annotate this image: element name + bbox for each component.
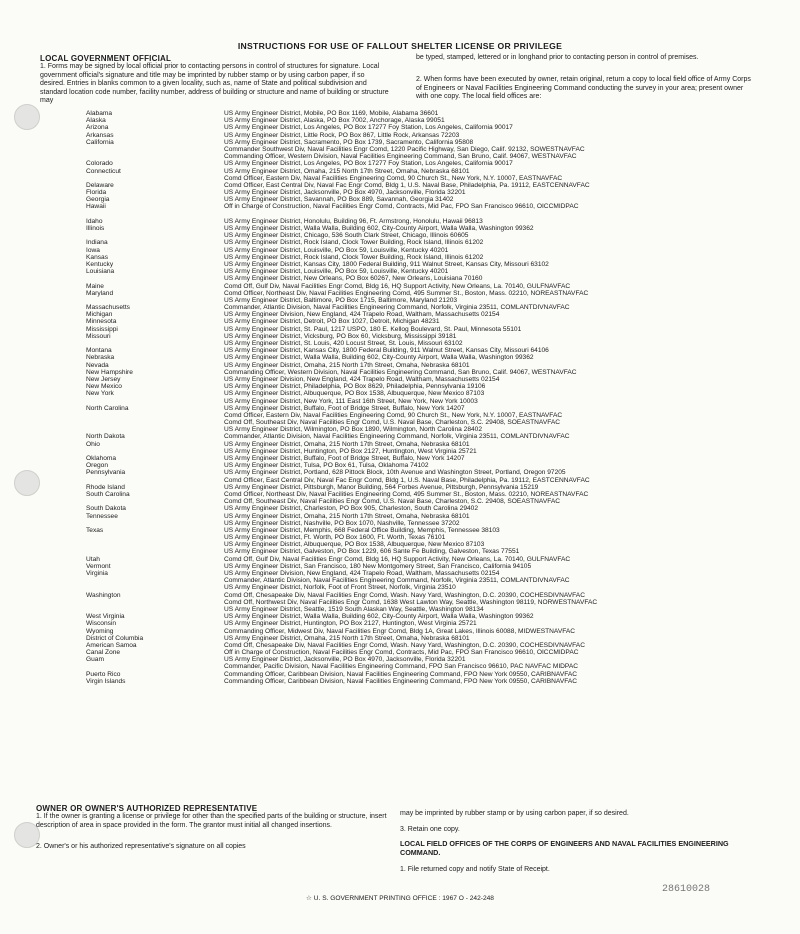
field-office-address: Commanding Officer, Caribbean Division, Naval Facilities Engineering Command, FPO New York 09550, CARIBNAVFAC <box>224 670 578 678</box>
state-name: Montana <box>86 347 112 355</box>
field-office-row <box>86 405 776 412</box>
field-office-row <box>86 412 776 419</box>
field-office-address: US Army Engineer District, Tulsa, PO Box 61, Tulsa, Oklahoma 74102 <box>224 462 429 470</box>
state-name: Tennessee <box>86 512 118 520</box>
field-office-row <box>86 326 776 333</box>
state-name: Florida <box>86 189 107 197</box>
field-office-address: US Army Engineer District, Galveston, PO Box 1229, 606 Sante Fe Building, Galveston, Texas 77551 <box>224 548 520 556</box>
field-office-address: Comd Officer, Eastern Div, Naval Facilities Engineering Comd, 90 Church St., New York, N.Y. 10007, EASTNAVFAC <box>224 411 563 419</box>
state-name <box>86 412 224 419</box>
field-office-address: Comd Officer, East Central Div, Naval Fac Engr Comd, Bldg 1, U.S. Naval Base, Philadelphia, Pa. 19112, EASTCENNAVFAC <box>224 181 590 189</box>
field-office-address: US Army Engineer District, Omaha, 215 North 17th Street, Omaha, Nebraska 68101 <box>224 512 470 520</box>
field-office-row <box>86 556 776 563</box>
state-name: Vermont <box>86 562 111 570</box>
field-office-row <box>86 232 776 239</box>
state-name: Connecticut <box>86 167 121 175</box>
field-office-address: US Army Engineer District, Huntington, PO Box 2127, Huntington, West Virginia 25721 <box>224 447 477 455</box>
field-office-row <box>86 362 776 369</box>
state-name <box>86 232 224 239</box>
field-office-row <box>86 484 776 491</box>
state-name: Kansas <box>86 253 108 261</box>
state-name: New Jersey <box>86 375 121 383</box>
state-name: Mississippi <box>86 325 118 333</box>
field-office-address: US Army Engineer District, Honolulu, Building 96, Ft. Armstrong, Honolulu, Hawaii 96813 <box>224 217 483 225</box>
field-office-row <box>86 398 776 405</box>
document-title: INSTRUCTIONS FOR USE OF FALLOUT SHELTER LICENSE OR PRIVILEGE <box>237 41 563 51</box>
state-name: Oklahoma <box>86 455 117 462</box>
state-name <box>86 577 224 584</box>
state-name <box>86 606 224 613</box>
state-name: Utah <box>86 555 100 563</box>
field-office-address: US Army Engineer District, Seattle, 1519 South Alaskan Way, Seattle, Washington 98134 <box>224 605 484 613</box>
field-office-address: US Army Engineer District, Jacksonville, PO Box 4970, Jacksonville, Florida 32201 <box>224 189 466 197</box>
field-office-address: US Army Engineer District, Detroit, PO Box 1027, Detroit, Michigan 48231 <box>224 318 440 326</box>
field-office-address: US Army Engineer District, Omaha, 215 North 17th Street, Omaha, Nebraska 68101 <box>224 440 470 448</box>
state-name: New Mexico <box>86 383 122 391</box>
state-name: District of Columbia <box>86 634 144 642</box>
field-office-row <box>86 318 776 325</box>
state-name <box>86 534 224 541</box>
state-name: Maine <box>86 282 104 290</box>
field-office-row <box>86 448 776 455</box>
owner-heading: OWNER OR OWNER'S AUTHORIZED REPRESENTATIVE <box>36 804 258 813</box>
field-office-row <box>86 477 776 484</box>
field-office-address <box>224 211 776 218</box>
field-office-address: US Army Engineer District, Philadelphia, PO Box 8629, Philadelphia, Pennsylvania 19106 <box>224 383 486 391</box>
field-office-row <box>86 153 776 160</box>
field-office-address: US Army Engineer District, Rock Island, Clock Tower Building, Rock Island, Illinois 61202 <box>224 253 484 261</box>
field-office-row <box>86 218 776 225</box>
field-office-address: Commanding Officer, Caribbean Division, Naval Facilities Engineering Command, FPO New York 09550, CARIBNAVFAC <box>224 677 578 685</box>
field-office-row <box>86 663 776 670</box>
local-field-offices-heading: LOCAL FIELD OFFICES OF THE CORPS OF ENGINEERS AND NAVAL FACILITIES ENGINEERING COMMAND. <box>400 839 729 857</box>
state-name <box>86 275 224 282</box>
field-office-row <box>86 469 776 476</box>
state-name <box>86 584 224 591</box>
state-name <box>86 599 224 606</box>
local-field-paragraph-1: 1. File returned copy and notify State of Receipt. <box>400 866 550 873</box>
state-name: Kentucky <box>86 260 114 268</box>
field-office-address: Comd Off, Chesapeake Div, Naval Facilities Engr Comd, Wash. Navy Yard, Washington, D.C. 20390, COCHESDIVNAVFAC <box>224 591 585 599</box>
field-office-address: US Army Engineer District, Pittsburgh, Manor Building, 564 Forbes Avenue, Pittsburgh, Pennsylvania 15219 <box>224 483 539 491</box>
field-office-row <box>86 671 776 678</box>
state-name: Maryland <box>86 289 114 297</box>
field-office-row <box>86 175 776 182</box>
field-office-row <box>86 203 776 210</box>
field-office-row <box>86 433 776 440</box>
state-name: Minnesota <box>86 318 117 326</box>
field-office-address: US Army Engineer District, Walla Walla, Building 602, City-County Airport, Walla Walla, Washington 99362 <box>224 225 534 232</box>
field-office-row <box>86 254 776 261</box>
field-office-row <box>86 584 776 591</box>
state-name: Delaware <box>86 181 114 189</box>
field-office-address: US Army Engineer District, Nashville, PO Box 1070, Nashville, Tennessee 37202 <box>224 519 460 527</box>
state-name: Alaska <box>86 117 106 125</box>
state-name: Indiana <box>86 239 108 247</box>
state-name: Pennsylvania <box>86 469 126 477</box>
field-office-row <box>86 570 776 577</box>
field-office-row <box>86 340 776 347</box>
field-office-row <box>86 211 776 218</box>
field-office-address: Comd Off, Southeast Div, Naval Facilities Engr Comd, U.S. Naval Base, Charleston, S.C. 29408, SOEASTNAVFAC <box>224 419 561 427</box>
state-name <box>86 175 224 182</box>
field-office-address: US Army Engineer District, Norfolk, Foot of Front Street, Norfolk, Virginia 23510 <box>224 584 456 592</box>
field-office-row <box>86 333 776 340</box>
state-name: Wyoming <box>86 627 114 635</box>
field-office-row <box>86 620 776 627</box>
field-office-row <box>86 247 776 254</box>
field-office-row <box>86 182 776 189</box>
field-office-row <box>86 513 776 520</box>
state-name <box>86 398 224 405</box>
field-office-row <box>86 527 776 534</box>
field-office-address: US Army Engineer District, Savannah, PO Box 889, Savannah, Georgia 31402 <box>224 196 454 204</box>
field-office-row <box>86 268 776 275</box>
field-office-row <box>86 498 776 505</box>
local-official-paragraph-1: 1. Forms may be signed by local official prior to contacting persons in control of structures for signature. Local government official's signature and title may be imprinted by rubber stamp or by using carbon paper, if so desired. Entries in blanks common to a given locality, such as, name of State and political subdivision and standard location code number, facility number, address of building or structure and name of building or structure may <box>40 63 389 105</box>
state-name: North Carolina <box>86 404 129 412</box>
field-office-address: Comd Off, Northwest Div, Naval Facilities Engr Comd, 1638 West Lawton Way, Seattle, Washington 98119, NORWESTNAVFAC <box>224 598 598 606</box>
field-office-address: Comd Off, Gulf Div, Naval Facilities Engr Comd, Bldg 16, HQ Support Activity, New Orleans, La. 70140, GULFNAVFAC <box>224 555 571 563</box>
field-office-address: US Army Engineer District, Little Rock, PO Box 867, Little Rock, Arkansas 72203 <box>224 131 460 139</box>
field-office-row <box>86 376 776 383</box>
local-official-paragraph-2: 2. When forms have been executed by owner, retain original, return a copy to local field office of Army Corps of Engineers or Naval Facilities Engineering Command conducting the survey in your area; present owner with one copy. The local field offices are: <box>416 76 751 101</box>
field-office-address: US Army Engineer District, Omaha, 215 North 17th Street, Omaha, Nebraska 68101 <box>224 361 470 369</box>
field-office-row <box>86 283 776 290</box>
field-office-row <box>86 168 776 175</box>
field-office-row <box>86 599 776 606</box>
local-official-paragraph-1-continued: be typed, stamped, lettered or in longhand prior to contacting person in control of premises. <box>416 54 699 61</box>
field-office-address: US Army Engineer District, Los Angeles, PO Box 17277 Foy Station, Los Angeles, California 90017 <box>224 124 513 132</box>
state-name <box>86 146 224 153</box>
field-office-row <box>86 160 776 167</box>
field-office-address: Commander, Atlantic Division, Naval Facilities Engineering Command, Norfolk, Virginia 23511, COMLANTDIVNAVFAC <box>224 433 570 441</box>
state-name: Puerto Rico <box>86 670 121 678</box>
field-office-row <box>86 635 776 642</box>
field-office-row <box>86 541 776 548</box>
field-office-row <box>86 548 776 555</box>
state-name: West Virginia <box>86 613 125 621</box>
field-office-address: Commander, Pacific Division, Naval Facilities Engineering Command, FPO San Francisco 96610, PAC NAVFAC MIDPAC <box>224 663 578 671</box>
field-office-address: US Army Engineer District, Jacksonville, PO Box 4970, Jacksonville, Florida 32201 <box>224 656 466 664</box>
field-office-address: US Army Engineer District, Chicago, 536 South Clark Street, Chicago, Illinois 60605 <box>224 232 469 240</box>
field-office-address: US Army Engineer District, Rock Island, Clock Tower Building, Rock Island, Illinois 61202 <box>224 239 484 247</box>
state-name <box>86 477 224 484</box>
state-name: Nevada <box>86 361 109 369</box>
state-name: South Dakota <box>86 505 126 513</box>
field-office-row <box>86 261 776 268</box>
state-name <box>86 498 224 505</box>
field-office-address: US Army Engineer District, New York, 111 East 16th Street, New York, New York 10003 <box>224 397 478 405</box>
field-office-row <box>86 239 776 246</box>
field-office-address: US Army Engineer District, Albuquerque, PO Box 1538, Albuquerque, New Mexico 87103 <box>224 541 485 549</box>
state-name: Colorado <box>86 160 113 168</box>
state-name: South Carolina <box>86 490 130 498</box>
state-name: Idaho <box>86 217 103 225</box>
field-office-address: Comd Off, Gulf Div, Naval Facilities Engr Comd, Bldg 16, HQ Support Activity, New Orleans, La. 70140, GULFNAVFAC <box>224 282 571 290</box>
field-office-row <box>86 275 776 282</box>
field-office-row <box>86 369 776 376</box>
field-office-address: Commander Southwest Div, Naval Facilities Engr Comd, 1220 Pacific Highway, San Diego, Calif. 92132, SOWESTNAVFAC <box>224 145 585 153</box>
field-office-address: US Army Engineer District, San Francisco, 180 New Montgomery Street, San Francisco, California 94105 <box>224 562 532 570</box>
field-office-row <box>86 304 776 311</box>
field-office-address: US Army Engineer District, Omaha, 215 North 17th Street, Omaha, Nebraska 68101 <box>224 634 470 642</box>
field-office-address: US Army Engineer District, Los Angeles, PO Box 17277 Foy Station, Los Angeles, California 90017 <box>224 160 513 168</box>
state-name: Michigan <box>86 311 113 319</box>
field-office-row <box>86 491 776 498</box>
state-name <box>86 663 224 670</box>
field-office-row <box>86 311 776 318</box>
field-office-row <box>86 577 776 584</box>
state-name: Alabama <box>86 110 113 117</box>
field-office-address: Commanding Officer, Western Division, Naval Facilities Engineering Command, San Bruno, Calif. 94067, WESTNAVFAC <box>224 368 577 376</box>
state-name <box>86 419 224 426</box>
state-name: Wisconsin <box>86 620 117 628</box>
state-name: Georgia <box>86 196 110 204</box>
field-office-address: US Army Engineer District, Ft. Worth, PO Box 1600, Ft. Worth, Texas 76101 <box>224 534 446 542</box>
field-office-row <box>86 124 776 131</box>
state-name: New Hampshire <box>86 368 133 376</box>
field-office-row <box>86 146 776 153</box>
field-office-address: Off in Charge of Construction, Naval Facilities Engr Comd, Contracts, Mid Pac, FPO San Francisco 96610, OICCMIDPAC <box>224 203 579 211</box>
state-name: Nebraska <box>86 354 115 362</box>
state-name: Hawaii <box>86 203 106 211</box>
field-office-row <box>86 592 776 599</box>
field-office-address: US Army Engineer District, Buffalo, Foot of Bridge Street, Buffalo, New York 14207 <box>224 404 465 412</box>
field-office-row <box>86 297 776 304</box>
field-office-address: US Army Engineer District, Kansas City, 1800 Federal Building, 911 Walnut Street, Kansas City, Missouri 63102 <box>224 260 549 268</box>
field-office-row <box>86 505 776 512</box>
state-name <box>86 153 224 160</box>
field-office-address: US Army Engineer Division, New England, 424 Trapelo Road, Waltham, Massachusetts 02154 <box>224 375 500 383</box>
field-office-address: Comd Officer, Northeast Div, Naval Facilities Engineering Comd, 495 Summer St., Boston, Mass. 02210, NOREASTNAVFAC <box>224 289 589 297</box>
state-name <box>86 448 224 455</box>
field-office-row <box>86 383 776 390</box>
field-office-address: US Army Engineer District, Wilmington, PO Box 1890, Wilmington, North Carolina 28402 <box>224 426 482 434</box>
field-office-address: US Army Engineer District, Portland, 628 Pittock Block, 10th Avenue and Washington Street, Portland, Oregon 97205 <box>224 469 566 477</box>
state-name: North Dakota <box>86 433 125 441</box>
field-office-row <box>86 606 776 613</box>
state-name: California <box>86 138 114 146</box>
punch-hole <box>14 470 40 496</box>
field-office-row <box>86 110 776 117</box>
state-name: Arizona <box>86 124 109 132</box>
field-office-row <box>86 455 776 462</box>
field-office-address: US Army Engineer District, Buffalo, Foot of Bridge Street, Buffalo, New York 14207 <box>224 455 465 462</box>
state-name: Rhode Island <box>86 483 125 491</box>
owner-paragraph-1: 1. If the owner is granting a license or privilege for other than the specified parts of the building or structure, insert description of area in space provided in the form. The grantor must initial all changed insertions. <box>36 813 387 829</box>
local-official-heading: LOCAL GOVERNMENT OFFICIAL <box>40 54 172 63</box>
field-office-row <box>86 419 776 426</box>
field-office-address: US Army Engineer District, Baltimore, PO Box 1715, Baltimore, Maryland 21203 <box>224 296 458 304</box>
field-office-row <box>86 628 776 635</box>
state-name: American Samoa <box>86 641 137 649</box>
field-office-row <box>86 649 776 656</box>
printing-office-footer: ☆ U. S. GOVERNMENT PRINTING OFFICE : 1967 O - 242-248 <box>306 895 494 902</box>
field-office-address: Comd Off, Chesapeake Div, Naval Facilities Engr Comd, Wash. Navy Yard, Washington, D.C. 20390, COCHESDIVNAVFAC <box>224 641 585 649</box>
field-office-row <box>86 613 776 620</box>
field-office-address: US Army Engineer Division, New England, 424 Trapelo Road, Waltham, Massachusetts 02154 <box>224 311 500 319</box>
field-office-address: US Army Engineer District, Charleston, PO Box 905, Charleston, South Carolina 29402 <box>224 505 478 513</box>
field-office-address: US Army Engineer District, New Orleans, PO Box 60267, New Orleans, Louisiana 70160 <box>224 275 483 283</box>
field-offices-list <box>86 110 776 685</box>
state-name: New York <box>86 390 114 398</box>
state-name: Illinois <box>86 225 105 232</box>
state-name: Guam <box>86 656 104 664</box>
field-office-row <box>86 354 776 361</box>
field-office-row <box>86 290 776 297</box>
state-name <box>86 297 224 304</box>
state-name <box>86 520 224 527</box>
state-name: Louisiana <box>86 268 115 276</box>
field-office-address: Commander, Atlantic Division, Naval Facilities Engineering Command, Norfolk, Virginia 23511, COMLANTDIVNAVFAC <box>224 304 570 312</box>
owner-paragraph-3: 3. Retain one copy. <box>400 826 460 833</box>
field-office-address: US Army Engineer District, Memphis, 668 Federal Office Building, Memphis, Tennessee 38103 <box>224 526 500 534</box>
state-name <box>86 548 224 555</box>
state-name: Canal Zone <box>86 649 121 657</box>
field-office-row <box>86 390 776 397</box>
field-office-row <box>86 139 776 146</box>
field-office-row <box>86 441 776 448</box>
field-office-address: US Army Engineer District, Alaska, PO Box 7002, Anchorage, Alaska 99051 <box>224 117 445 125</box>
field-office-row <box>86 117 776 124</box>
field-office-address: Comd Off, Southeast Div, Naval Facilities Engr Comd, U.S. Naval Base, Charleston, S.C. 29408, SOEASTNAVFAC <box>224 498 561 506</box>
state-name <box>86 211 224 218</box>
field-office-address: Commanding Officer, Midwest Div, Naval Facilities Engr Comd, Bldg 1A, Great Lakes, Illinois 60088, MIDWESTNAVFAC <box>224 627 576 635</box>
field-office-address: US Army Engineer District, Huntington, PO Box 2127, Huntington, West Virginia 25721 <box>224 620 477 628</box>
state-name <box>86 340 224 347</box>
field-office-address: US Army Engineer District, Louisville, PO Box 59, Louisville, Kentucky 40201 <box>224 246 449 254</box>
punch-hole <box>14 104 40 130</box>
field-office-row <box>86 426 776 433</box>
field-office-address: Comd Officer, East Central Div, Naval Fac Engr Comd, Bldg 1, U.S. Naval Base, Philadelphia, Pa. 19112, EASTCENNAVFAC <box>224 476 590 484</box>
field-office-row <box>86 189 776 196</box>
state-name: Virgin Islands <box>86 677 126 685</box>
field-office-address: US Army Engineer District, Omaha, 215 North 17th Street, Omaha, Nebraska 68101 <box>224 167 470 175</box>
field-office-address: Comd Officer, Northeast Div, Naval Facilities Engineering Comd, 495 Summer St., Boston, Mass. 02210, NOREASTNAVFAC <box>224 490 589 498</box>
field-office-row <box>86 462 776 469</box>
state-name: Ohio <box>86 440 100 448</box>
field-office-address: US Army Engineer District, Walla Walla, Building 602, City-County Airport, Walla Walla, Washington 99362 <box>224 613 534 621</box>
state-name: Washington <box>86 591 121 599</box>
field-office-address: US Army Engineer District, St. Paul, 1217 USPO, 180 E. Kellog Boulevard, St. Paul, Minnesota 55101 <box>224 325 522 333</box>
owner-paragraph-2: 2. Owner's or his authorized representative's signature on all copies <box>36 843 246 850</box>
field-office-address: US Army Engineer District, Louisville, PO Box 59, Louisville, Kentucky 40201 <box>224 268 449 276</box>
field-office-row <box>86 642 776 649</box>
state-name: Arkansas <box>86 131 114 139</box>
state-name: Virginia <box>86 570 108 577</box>
field-office-address: US Army Engineer District, Walla Walla, Building 602, City-County Airport, Walla Walla, Washington 99362 <box>224 354 534 362</box>
field-office-address: US Army Engineer District, Kansas City, 1800 Federal Building, 911 Walnut Street, Kansas City, Missouri 64106 <box>224 347 549 355</box>
state-name <box>86 426 224 433</box>
field-office-address: US Army Engineer District, Sacramento, PO Box 1739, Sacramento, California 95808 <box>224 138 474 146</box>
state-name: Oregon <box>86 462 108 470</box>
field-office-address: US Army Engineer District, Albuquerque, PO Box 1538, Albuquerque, New Mexico 87103 <box>224 390 485 398</box>
state-name: Iowa <box>86 246 100 254</box>
field-office-address: US Army Engineer District, Mobile, PO Box 1169, Mobile, Alabama 36601 <box>224 110 439 117</box>
field-office-address: US Army Engineer District, St. Louis, 420 Locust Street, St. Louis, Missouri 63102 <box>224 340 463 347</box>
state-name: Massachusetts <box>86 304 130 312</box>
field-office-address: Comd Officer, Eastern Div, Naval Facilities Engineering Comd, 90 Church St., New York, N.Y. 10007, EASTNAVFAC <box>224 174 563 182</box>
state-name <box>86 541 224 548</box>
field-office-row <box>86 132 776 139</box>
field-office-row <box>86 347 776 354</box>
field-office-row <box>86 196 776 203</box>
field-office-address: Commanding Officer, Western Division, Naval Facilities Engineering Command, San Bruno, Calif. 94067, WESTNAVFAC <box>224 153 577 161</box>
field-office-row <box>86 563 776 570</box>
state-name: Missouri <box>86 332 111 340</box>
field-office-address: US Army Engineer District, Vicksburg, PO Box 60, Vicksburg, Mississippi 39181 <box>224 332 457 340</box>
field-office-row <box>86 678 776 685</box>
stamped-number: 28610028 <box>662 884 711 895</box>
field-office-row <box>86 656 776 663</box>
owner-paragraph-2-continued: may be imprinted by rubber stamp or by using carbon paper, if so desired. <box>400 810 629 817</box>
field-office-row <box>86 225 776 232</box>
field-office-address: US Army Engineer Division, New England, 424 Trapelo Road, Waltham, Massachusetts 02154 <box>224 570 500 577</box>
field-office-address: Off in Charge of Construction, Naval Facilities Engr Comd, Contracts, Mid Pac, FPO San Francisco 96610, OICCMIDPAC <box>224 649 579 657</box>
state-name: Texas <box>86 526 104 534</box>
field-office-address: Commander, Atlantic Division, Naval Facilities Engineering Command, Norfolk, Virginia 23511, COMLANTDIVNAVFAC <box>224 577 570 585</box>
field-office-row <box>86 520 776 527</box>
field-office-row <box>86 534 776 541</box>
